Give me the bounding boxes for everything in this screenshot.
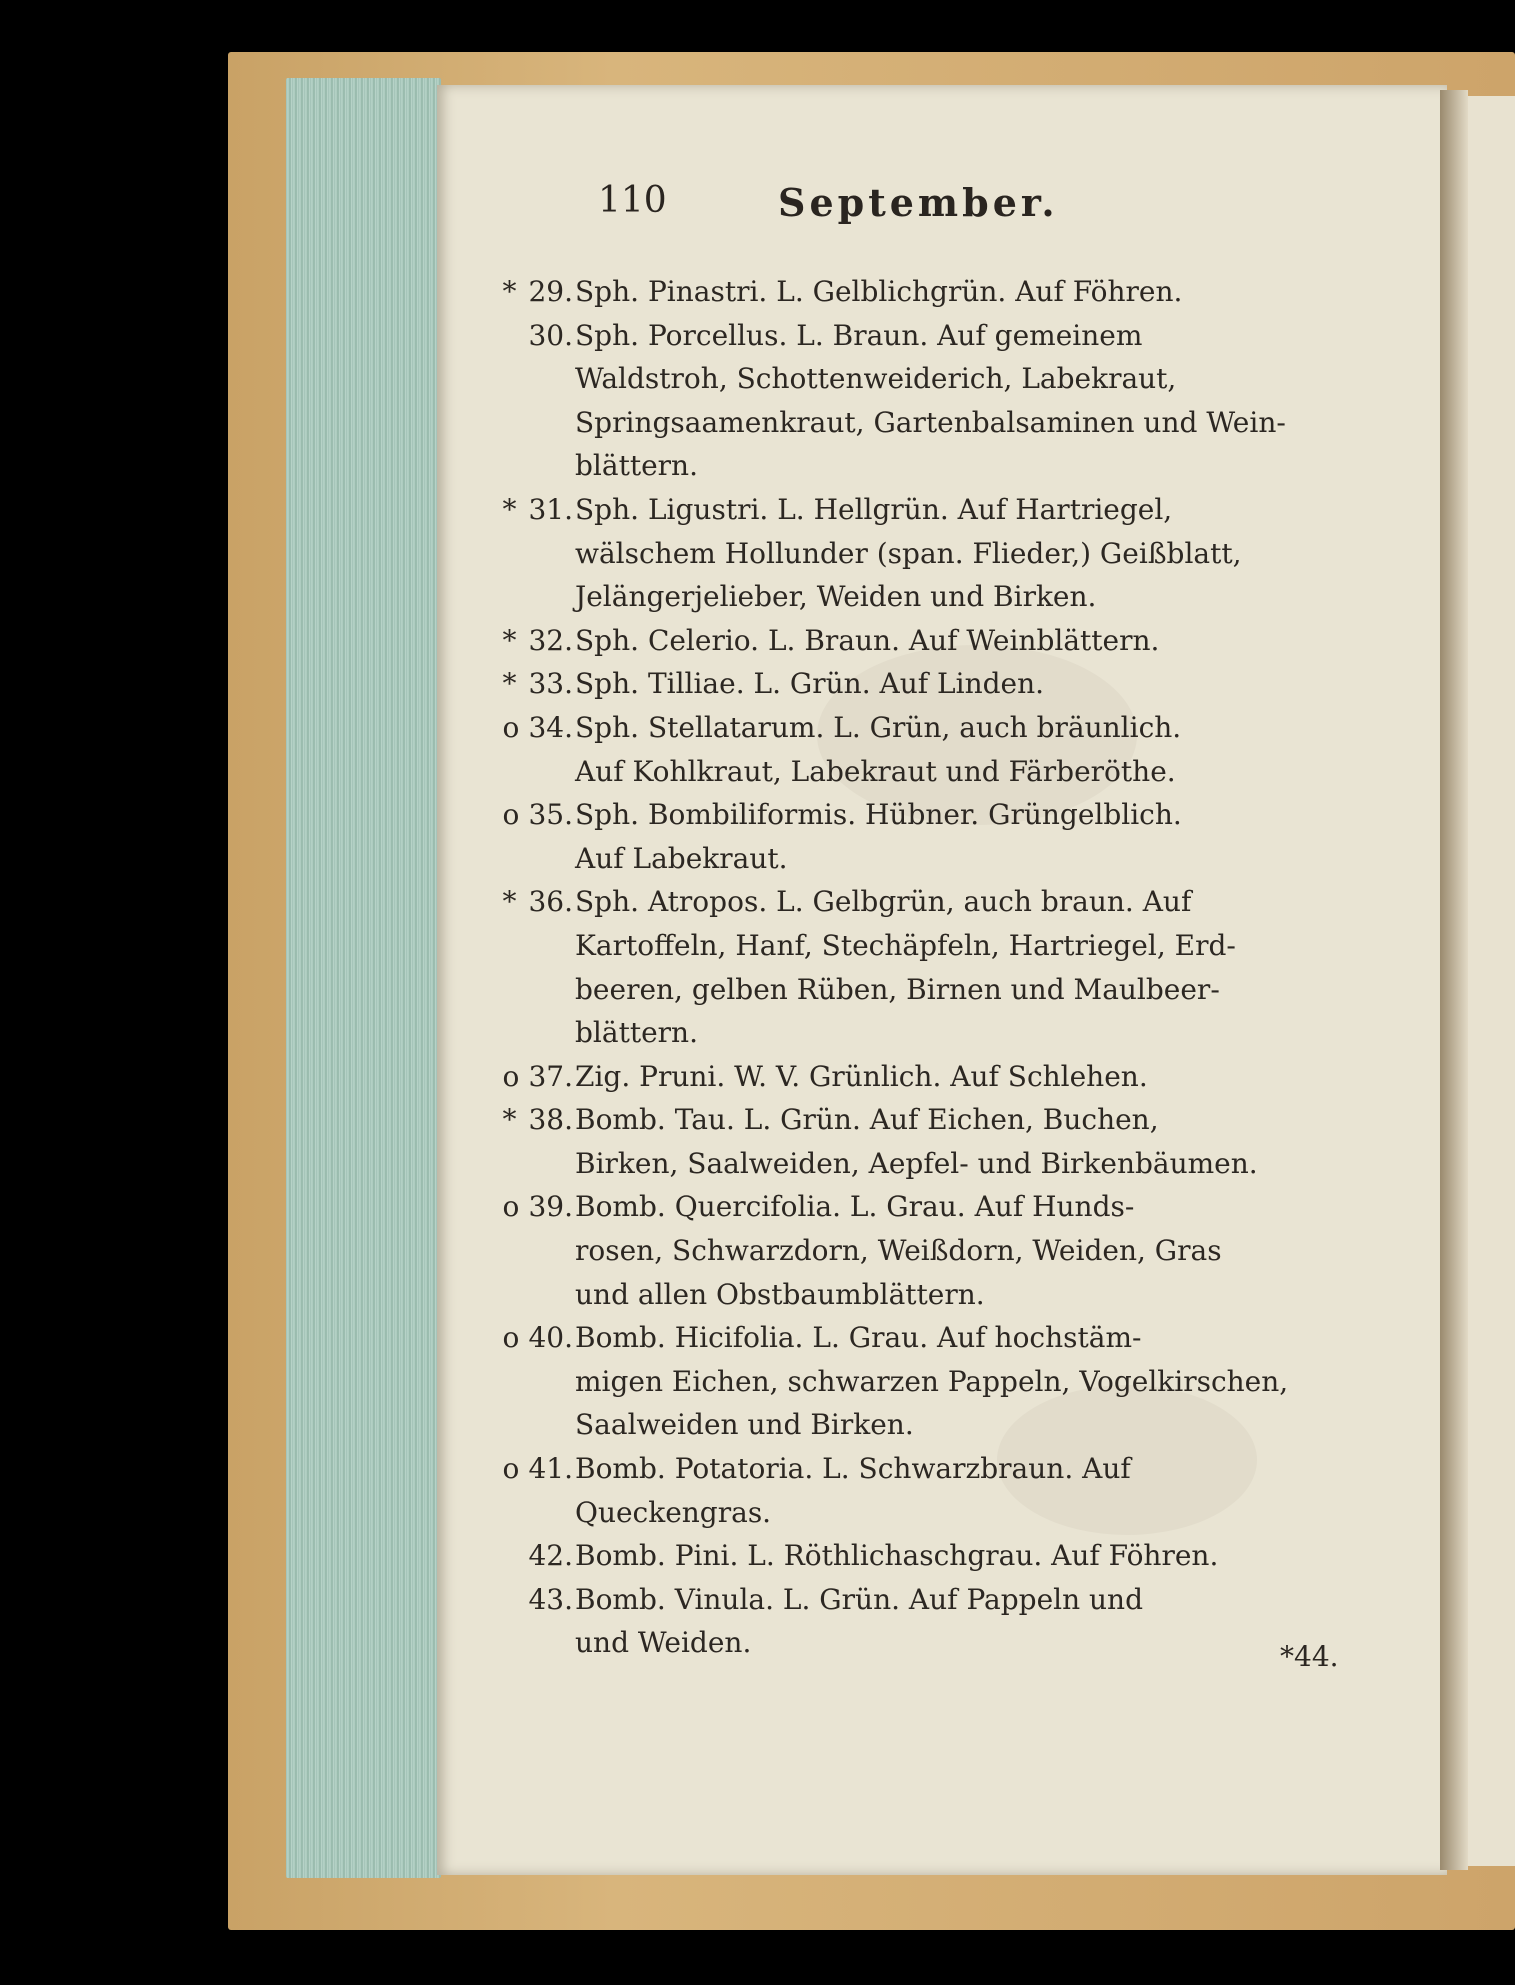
entry-number <box>493 1578 573 1622</box>
species-list <box>502 270 1395 1665</box>
entry-number-text: 35. <box>528 798 573 832</box>
entry-number-text: 36. <box>528 885 573 919</box>
entry-line: Sph. Ligustri. L. Hellgrün. Auf Hartriegel, <box>575 492 1173 526</box>
entry-mark: o <box>502 1190 520 1224</box>
species-entry <box>528 314 1395 488</box>
entry-line: Springsaamenkraut, Gartenbalsaminen und Wein- <box>575 405 1286 439</box>
species-entry <box>502 270 1395 314</box>
entry-number-text: 42. <box>528 1539 573 1573</box>
species-entry <box>502 619 1395 663</box>
spine-shadow <box>1440 90 1468 1870</box>
entry-number <box>493 880 573 924</box>
species-entry <box>502 488 1395 619</box>
entry-number-text: 40. <box>528 1321 573 1355</box>
entry-line: blättern. <box>575 1016 698 1050</box>
entry-number <box>493 314 573 358</box>
entry-mark: o <box>502 798 520 832</box>
species-entry <box>528 1534 1395 1578</box>
entry-number <box>493 488 573 532</box>
entry-mark: * <box>502 1103 517 1137</box>
entry-line: Birken, Saalweiden, Aepfel- und Birkenbäumen. <box>575 1146 1258 1180</box>
entry-line: rosen, Schwarzdorn, Weißdorn, Weiden, Gras <box>575 1234 1222 1268</box>
entry-number-text: 33. <box>528 667 573 701</box>
entry-line: Sph. Pinastri. L. Gelblichgrün. Auf Föhren. <box>575 275 1183 308</box>
entry-number-text: 29. <box>528 275 573 308</box>
species-entry <box>502 1098 1395 1185</box>
entry-line: Kartoffeln, Hanf, Stechäpfeln, Hartriegel, Erd- <box>575 928 1236 962</box>
entry-number-text: 32. <box>528 623 573 657</box>
entry-line: Sph. Stellatarum. L. Grün, auch bräunlich. <box>575 710 1182 744</box>
entry-line: Auf Labekraut. <box>575 841 788 875</box>
entry-number <box>493 1098 573 1142</box>
species-entry <box>528 1578 1395 1665</box>
entry-line: und Weiden. <box>575 1626 752 1660</box>
entry-number <box>493 619 573 663</box>
page-number: 110 <box>598 180 667 221</box>
entry-line: Zig. Pruni. W. V. Grünlich. Auf Schlehen. <box>575 1059 1148 1093</box>
entry-number <box>493 270 573 314</box>
entry-mark: * <box>502 667 517 701</box>
entry-line: Bomb. Pini. L. Röthlichaschgrau. Auf Föhren. <box>575 1539 1219 1573</box>
entry-number <box>493 662 573 706</box>
entry-number <box>493 1447 573 1491</box>
entry-line: Sph. Bombiliformis. Hübner. Grüngelblich. <box>575 798 1182 832</box>
entry-line: Sph. Tilliae. L. Grün. Auf Linden. <box>575 667 1045 701</box>
species-entry <box>502 662 1395 706</box>
catchword: *44. <box>1280 1640 1339 1673</box>
entry-line: Bomb. Vinula. L. Grün. Auf Pappeln und <box>575 1582 1144 1616</box>
entry-number <box>493 793 573 837</box>
entry-line: Sph. Porcellus. L. Braun. Auf gemeinem <box>575 318 1143 352</box>
entry-mark: * <box>502 623 517 657</box>
entry-line: wälschem Hollunder (span. Flieder,) Geißblatt, <box>575 536 1242 570</box>
entry-number-text: 39. <box>528 1190 573 1224</box>
entry-mark: o <box>502 1452 520 1486</box>
entry-number-text: 34. <box>528 710 573 744</box>
entry-line: blättern. <box>575 449 698 483</box>
entry-number-text: 31. <box>528 492 573 526</box>
species-entry <box>502 1316 1395 1447</box>
entry-number <box>493 1534 573 1578</box>
entry-line: Queckengras. <box>575 1495 772 1529</box>
entry-line: beeren, gelben Rüben, Birnen und Maulbeer- <box>575 972 1220 1006</box>
entry-line: Bomb. Tau. L. Grün. Auf Eichen, Buchen, <box>575 1103 1159 1137</box>
entry-number <box>493 706 573 750</box>
entry-line: Auf Kohlkraut, Labekraut und Färberöthe. <box>575 754 1176 788</box>
species-entry <box>502 1185 1395 1316</box>
entry-number-text: 38. <box>528 1103 573 1137</box>
entry-mark: * <box>502 885 517 919</box>
running-head: September. <box>778 180 1059 225</box>
entry-line: Sph. Celerio. L. Braun. Auf Weinblättern. <box>575 623 1160 657</box>
entry-mark: * <box>502 492 517 526</box>
entry-number <box>493 1055 573 1099</box>
entry-mark: o <box>502 1321 520 1355</box>
entry-line: Jelängerjelieber, Weiden und Birken. <box>575 580 1097 614</box>
entry-line: und allen Obstbaumblättern. <box>575 1277 985 1311</box>
page-edges <box>286 78 441 1878</box>
entry-number-text: 43. <box>528 1582 573 1616</box>
entry-number <box>493 1316 573 1360</box>
page-header <box>598 180 1118 232</box>
species-entry <box>502 1055 1395 1099</box>
entry-line: Bomb. Quercifolia. L. Grau. Auf Hunds- <box>575 1190 1135 1224</box>
entry-number-text: 30. <box>528 318 573 352</box>
entry-line: Bomb. Hicifolia. L. Grau. Auf hochstäm- <box>575 1321 1142 1355</box>
entry-number-text: 37. <box>528 1059 573 1093</box>
entry-mark: * <box>502 275 517 308</box>
entry-line: Sph. Atropos. L. Gelbgrün, auch braun. Auf <box>575 885 1192 919</box>
entry-line: Saalweiden und Birken. <box>575 1408 914 1442</box>
entry-number-text: 41. <box>528 1452 573 1486</box>
facing-page-edge <box>1462 96 1515 1866</box>
species-entry <box>502 880 1395 1054</box>
entry-number <box>493 1185 573 1229</box>
entry-mark: o <box>502 1059 520 1093</box>
entry-line: migen Eichen, schwarzen Pappeln, Vogelkirschen, <box>575 1364 1289 1398</box>
entry-line: Waldstroh, Schottenweiderich, Labekraut, <box>575 362 1177 396</box>
species-entry <box>502 706 1395 793</box>
entry-mark: o <box>502 710 520 744</box>
species-entry <box>502 1447 1395 1534</box>
entry-line: Bomb. Potatoria. L. Schwarzbraun. Auf <box>575 1452 1131 1486</box>
species-entry <box>502 793 1395 880</box>
